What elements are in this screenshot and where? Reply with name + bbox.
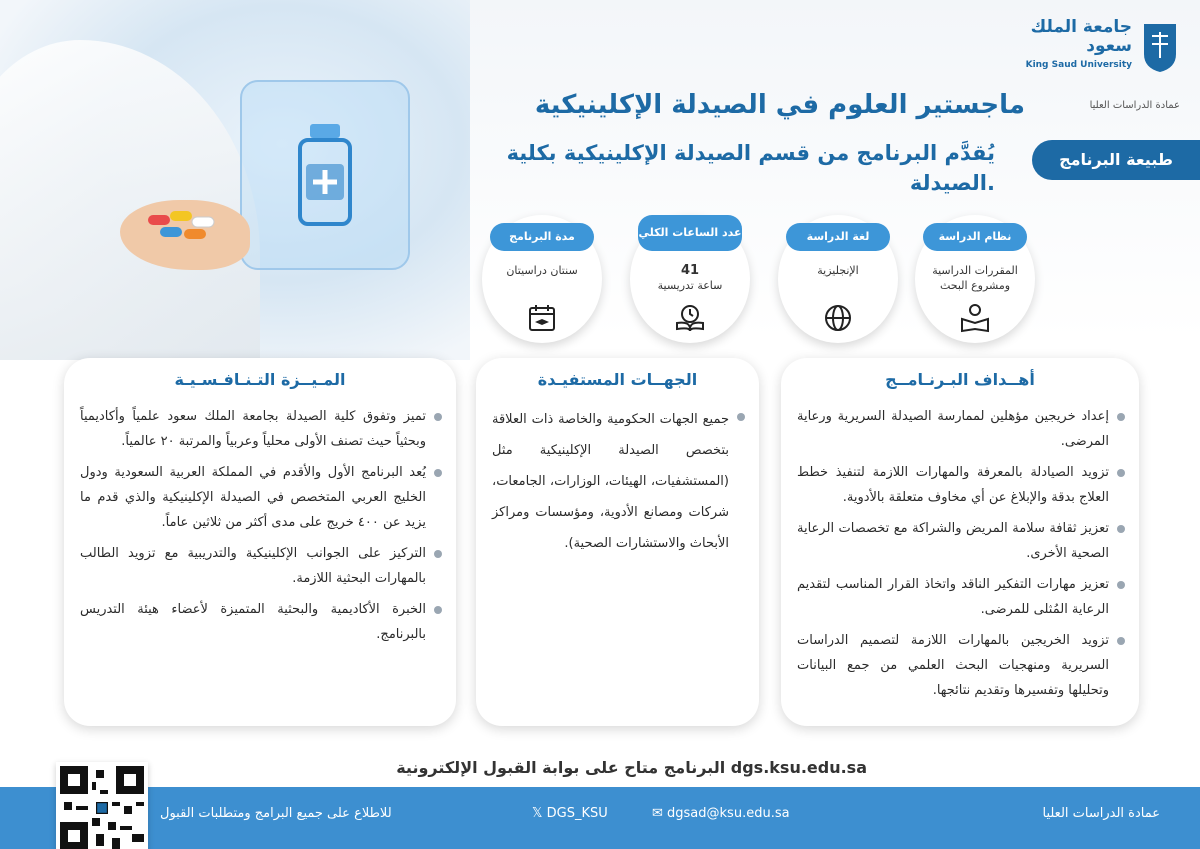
pills-icon: [140, 205, 230, 245]
admission-portal-line: [396, 758, 875, 777]
ksu-emblem-icon: [1140, 20, 1180, 74]
fact-label: عدد الساعات الكلي: [638, 215, 742, 251]
page-title: ماجستير العلوم في الصيدلة الإكلينيكية: [534, 90, 1025, 120]
program-nature-tag: طبيعة البرنامج: [1032, 140, 1200, 180]
hero-image: [0, 0, 470, 360]
deanship-name: عمادة الدراسات العليا: [1089, 100, 1180, 111]
hours-unit: ساعة تدريسية: [657, 279, 723, 292]
calendar-cap-icon: [526, 303, 558, 333]
fact-program-duration: [482, 205, 602, 345]
beneficiaries-title: الجهــات المستفيـدة: [537, 370, 698, 389]
portal-url-link[interactable]: dgs.ksu.edu.sa: [730, 758, 867, 777]
fact-study-language: [778, 205, 898, 345]
program-intro: يُقدَّم البرنامج من قسم الصيدلة الإكلينيكية بكلية الصيدلة.: [506, 141, 995, 195]
footer-deanship: عمادة الدراسات العليا: [1042, 806, 1160, 821]
qr-code-icon[interactable]: [56, 762, 148, 849]
list-item: تميز وتفوق كلية الصيدلة بجامعة الملك سعود علمياً وأكاديمياً وبحثياً حيث تصنف الأولى محلياً وعربياً والمرتبة ٢٠ عالمياً.: [80, 404, 442, 454]
list-item: الخبرة الأكاديمية والبحثية المتميزة لأعضاء هيئة التدريس بالبرنامج.: [80, 597, 442, 647]
goals-title: أهــداف البـرنـامــج: [885, 370, 1035, 389]
university-name-ar: جامعة الملك سعود: [1030, 17, 1132, 56]
footer-more-info: للاطلاع على جميع البرامج ومتطلبات القبول: [160, 806, 392, 821]
beneficiaries-panel: [476, 358, 759, 726]
university-logo: [1020, 18, 1180, 118]
list-item: تعزيز ثقافة سلامة المريض والشراكة مع تخصصات الرعاية الصحية الأخرى.: [797, 516, 1125, 566]
fact-value: المقررات الدراسية ومشروع البحث: [932, 264, 1018, 292]
fact-total-hours: [630, 205, 750, 345]
email-text: dgsad@ksu.edu.sa: [667, 806, 790, 821]
fact-label: مدة البرنامج: [490, 223, 594, 251]
list-item: تزويد الخريجين بالمهارات اللازمة لتصميم الدراسات السريرية ومنهجيات البحث العلمي من جمع البيانات وتحليلها وتفسيرها وتقديم نتائجها.: [797, 628, 1125, 703]
globe-icon: [822, 303, 854, 333]
fact-value: سنتان دراسيتان: [506, 264, 578, 277]
footer-twitter-link[interactable]: 𝕏 DGS_KSU: [532, 806, 608, 821]
reader-icon: [959, 303, 991, 333]
fact-label: نظام الدراسة: [923, 223, 1027, 251]
list-item: يُعد البرنامج الأول والأقدم في المملكة العربية السعودية ودول الخليج العربي المتخصص في الصيدلة الإكلينيكية والذي قدم ما يزيد عن ٤٠٠ خريج على مدى أكثر من ثلاثين عاماً.: [80, 460, 442, 535]
footer-bar: [0, 787, 1200, 849]
portal-text: البرنامج متاح على بوابة القبول الإلكترونية: [396, 758, 726, 777]
competitive-advantage-panel: [64, 358, 456, 726]
footer-email-link[interactable]: ✉ dgsad@ksu.edu.sa: [652, 806, 790, 821]
book-clock-icon: [674, 303, 706, 333]
lab-coat-shape: [0, 40, 260, 360]
beneficiaries-list: [492, 404, 745, 565]
university-name-en: King Saud University: [1025, 60, 1132, 70]
twitter-handle: DGS_KSU: [546, 806, 608, 821]
list-item: إعداد خريجين مؤهلين لممارسة الصيدلة السريرية ورعاية المرضى.: [797, 404, 1125, 454]
goals-panel: [781, 358, 1139, 726]
list-item: جميع الجهات الحكومية والخاصة ذات العلاقة بتخصص الصيدلة الإكلينيكية مثل (المستشفيات، الهيئات، الوزارات، الجامعات، شركات ومصانع الأدوية، ومؤسسات ومراكز الأبحاث والاستشارات الصحية).: [492, 404, 745, 559]
list-item: التركيز على الجوانب الإكلينيكية والتدريبية مع تزويد الطالب بالمهارات البحثية اللازمة.: [80, 541, 442, 591]
fact-label: لغة الدراسة: [786, 223, 890, 251]
fact-value: الإنجليزية: [817, 264, 859, 277]
list-item: تزويد الصيادلة بالمعرفة والمهارات اللازمة لتنفيذ خطط العلاج بدقة والإبلاغ عن أي مخاوف متعلقة بالأدوية.: [797, 460, 1125, 510]
medicine-bottle-icon: [290, 120, 360, 230]
fact-study-system: [915, 205, 1035, 345]
advantage-list: [80, 404, 442, 653]
hours-number: 41: [680, 263, 700, 278]
list-item: تعزيز مهارات التفكير الناقد واتخاذ القرار المناسب لتقديم الرعاية المُثلى للمرضى.: [797, 572, 1125, 622]
fact-value: [636, 263, 744, 293]
goals-list: [797, 404, 1125, 709]
advantage-title: المـيــزة التـنـافـسـيـة: [174, 370, 346, 389]
